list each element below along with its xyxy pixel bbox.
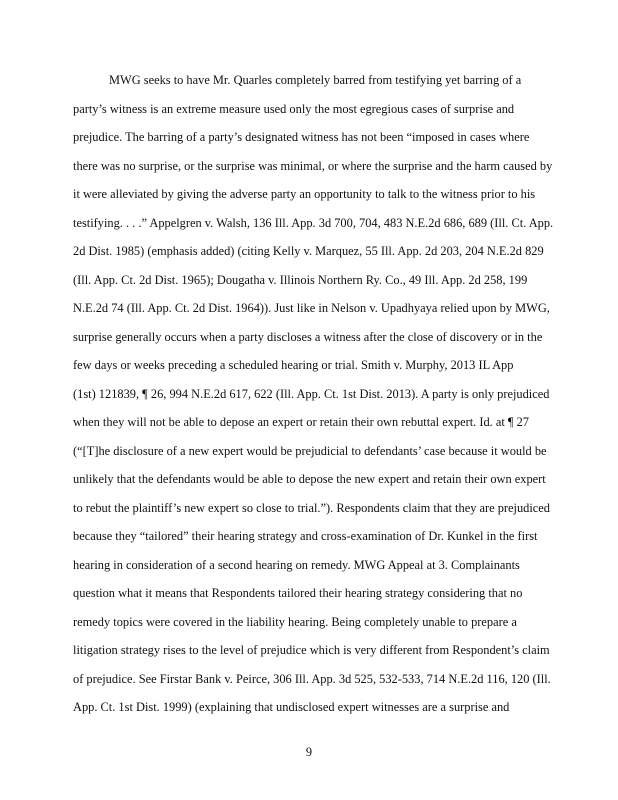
text-line: question what it means that Respondents tailored their hearing strategy considering that no [73,586,523,600]
text-line: because they “tailored” their hearing strategy and cross-examination of Dr. Kunkel in the first [73,529,538,543]
text-line: hearing in consideration of a second hearing on remedy. MWG Appeal at 3. Complainants [73,557,520,572]
text-line: to rebut the plaintiff’s new expert so close to trial.”). Respondents claim that they are prejudiced [73,500,551,515]
text-line: unlikely that the defendants would be able to depose the new expert and retain their own expert [73,472,546,486]
text-line: 2d Dist. 1985) (emphasis added) (citing Kelly v. Marquez, 55 Ill. App. 2d 203, 204 N.E.2d 829 [73,244,544,258]
text-line: it were alleviated by giving the adverse party an opportunity to talk to the witness prior to his [73,187,536,201]
text-line: (Ill. App. Ct. 2d Dist. 1965); Dougatha v. Illinois Northern Ry. Co., 49 Ill. App. 2d 258, 199 [73,272,528,287]
text-line: (“[T]he disclosure of a new expert would be prejudicial to defendants’ case because it would be [73,443,547,458]
text-line: there was no surprise, or the surprise was minimal, or where the surprise and the harm caused by [73,158,553,173]
text-line: of prejudice. See Firstar Bank v. Peirce, 306 Ill. App. 3d 525, 532-533, 714 N.E.2d 116, 120 (Ill. [73,671,551,686]
text-line: litigation strategy rises to the level of prejudice which is very different from Respondent’s claim [73,643,550,657]
text-line: few days or weeks preceding a scheduled hearing or trial. Smith v. Murphy, 2013 IL App [73,358,514,372]
text-line: testifying. . . .” Appelgren v. Walsh, 136 Ill. App. 3d 700, 704, 483 N.E.2d 686, 689 (Ill. Ct. App. [73,215,554,230]
text-line: MWG seeks to have Mr. Quarles completely barred from testifying yet barring of a [109,73,522,87]
text-line: remedy topics were covered in the liability hearing. Being completely unable to prepare a [73,614,517,629]
text-line: party’s witness is an extreme measure used only the most egregious cases of surprise and [73,101,515,116]
body-paragraph [73,66,554,722]
text-line: when they will not be able to depose an expert or retain their own rebuttal expert. Id. at ¶ 27 [73,415,530,429]
text-line: (1st) 121839, ¶ 26, 994 N.E.2d 617, 622 (Ill. App. Ct. 1st Dist. 2013). A party is only prejudiced [73,386,550,401]
page-number: 9 [305,745,313,759]
text-line: surprise generally occurs when a party discloses a witness after the close of discovery or in the [73,329,543,344]
text-line: N.E.2d 74 (Ill. App. Ct. 2d Dist. 1964)). Just like in Nelson v. Upadhyaya relied upon by MWG, [73,301,550,315]
text-line: prejudice. The barring of a party’s designated witness has not been “imposed in cases where [73,130,530,144]
text-line: App. Ct. 1st Dist. 1999) (explaining that undisclosed expert witnesses are a surprise and [73,700,510,714]
